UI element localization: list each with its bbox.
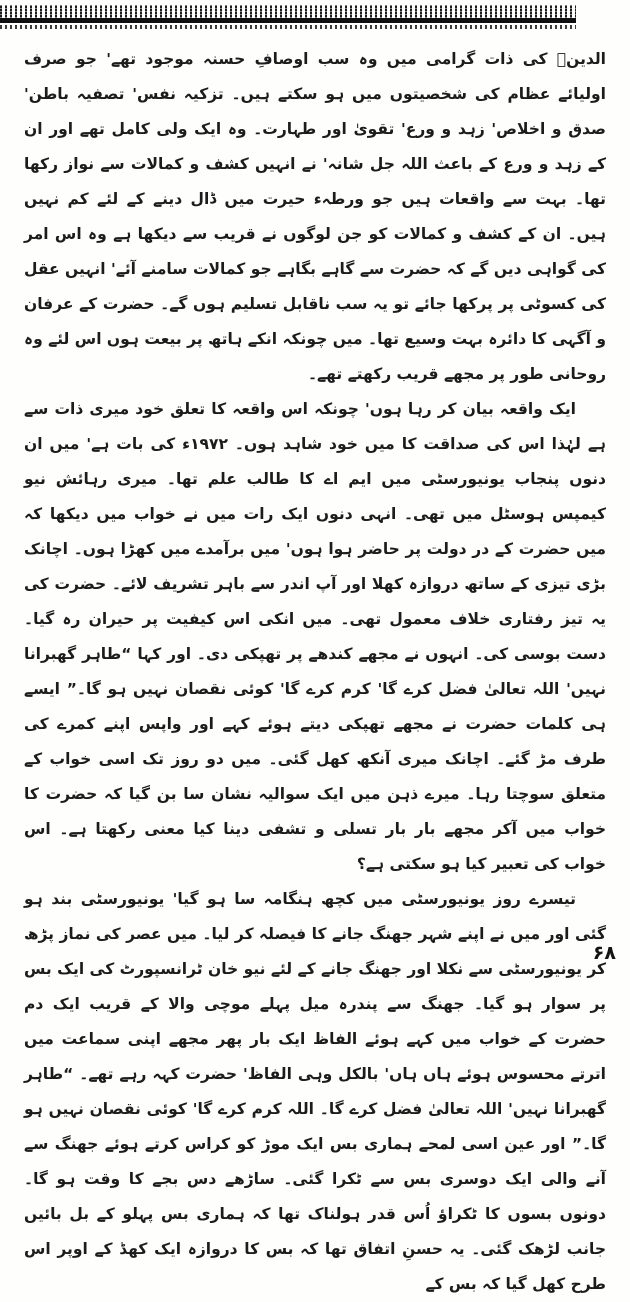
decorative-header-band <box>0 5 576 29</box>
page-number: ۶۸ <box>592 942 616 964</box>
paragraph-3: تیسرے روز یونیورسٹی میں کچھ ہنگامہ سا ہو گیا' یونیورسٹی بند ہو گئی اور میں نے اپنے شہر جھنگ جانے کا فیصلہ کر لیا۔ میں عصر کی نماز پڑھ کر یونیورسٹی سے نکلا اور جھنگ جانے کے لئے نیو خان ٹرانسپورٹ کی ایک بس پر سوار ہو گیا۔ جھنگ سے پندرہ میل پہلے موچی والا کے قریب ایک دم حضرت کے خواب میں کہے ہوئے الفاظ ایک بار پھر مجھے اپنی سماعت میں اترتے محسوس ہوئے ہاں ہاں' بالکل وہی الفاظ' حضرت کہہ رہے تھے۔ “طاہر گھبرانا نہیں' اللہ تعالیٰ فضل کرے گا۔ اللہ کرم کرے گا' کوئی نقصان نہیں ہو گا۔” اور عین اسی لمحے ہماری بس ایک موڑ کو کراس کرتے ہوئے جھنگ سے آنے والی ایک دوسری بس سے ٹکرا گئی۔ ساڑھے دس بجے کا وقت ہو گا۔ دونوں بسوں کا ٹکراؤ اُس قدر ہولناک تھا کہ ہماری بس پہلو کے بل بائیں جانب لڑھک گئی۔ یہ حسنِ اتفاق تھا کہ بس کا دروازہ ایک کھڈ کے اوپر اس طرح کھل گیا کہ بس کے <box>24 890 606 1293</box>
band-solid-rule <box>0 18 576 23</box>
paragraph-1: الدینؒ کی ذات گرامی میں وہ سب اوصافِ حسنہ موجود تھے' جو صرف اولیائے عظام کی شخصیتوں میں ہو سکتے ہیں۔ تزکیہ نفس' تصفیہ باطن' صدق و اخلاص' زہد و ورع' تقویٰ اور طہارت۔ وہ ایک ولی کامل تھے اور ان کے زہد و ورع کے باعث اللہ جل شانہ' نے انہیں کشف و کمالات سے نواز رکھا تھا۔ بہت سے واقعات ہیں جو ورطہء حیرت میں ڈال دینے کے لئے کم نہیں ہیں۔ ان کے کشف و کمالات کو جن لوگوں نے قریب سے دیکھا ہے وہ اس امر کی گواہی دیں گے کہ حضرت سے گاہے بگاہے جو کمالات سامنے آئے' انہیں عقل کی کسوٹی پر پرکھا جائے تو یہ سب ناقابل تسلیم ہوں گے۔ حضرت کے عرفان و آگہی کا دائرہ بہت وسیع تھا۔ میں چونکہ انکے ہاتھ پر بیعت ہوں اس لئے وہ روحانی طور پر مجھے قریب رکھتے تھے۔ <box>24 50 606 383</box>
band-dotted-rule <box>0 25 576 29</box>
paragraph-2: ایک واقعہ بیان کر رہا ہوں' چونکہ اس واقعہ کا تعلق خود میری ذات سے ہے لہٰذا اس کی صداقت کا میں خود شاہد ہوں۔ ۱۹۷۲ء کی بات ہے' میں ان دنوں پنجاب یونیورسٹی میں ایم اے کا طالب علم تھا۔ میری رہائش نیو کیمپس ہوسٹل میں تھی۔ انہی دنوں ایک رات میں نے خواب میں دیکھا کہ میں حضرت کے در دولت پر حاضر ہوا ہوں' میں برآمدے میں کھڑا ہوں۔ اچانک بڑی تیزی کے ساتھ دروازہ کھلا اور آپ اندر سے باہر تشریف لائے۔ حضرت کی یہ تیز رفتاری خلاف معمول تھی۔ میں انکی اس کیفیت پر حیران رہ گیا۔ دست بوسی کی۔ انہوں نے مجھے کندھے پر تھپکی دی۔ اور کہا “طاہر گھبرانا نہیں' اللہ تعالیٰ فضل کرے گا' کرم کرے گا' کوئی نقصان نہیں ہو گا۔” ایسے ہی کلمات حضرت نے مجھے تھپکی دیتے ہوئے کہے اور واپس اپنے کمرے کی طرف مڑ گئے۔ اچانک میری آنکھ کھل گئی۔ میں دو روز تک اسی خواب کے متعلق سوچتا رہا۔ میرے ذہن میں ایک سوالیہ نشان سا بن گیا کہ حضرت کا خواب میں آکر مجھے بار بار تسلی و تشفی دینا کیا معنی رکھتا ہے۔ اس خواب کی تعبیر کیا ہو سکتی ہے؟ <box>24 400 606 873</box>
body-text <box>24 42 606 1302</box>
band-teeth-pattern <box>0 5 576 18</box>
